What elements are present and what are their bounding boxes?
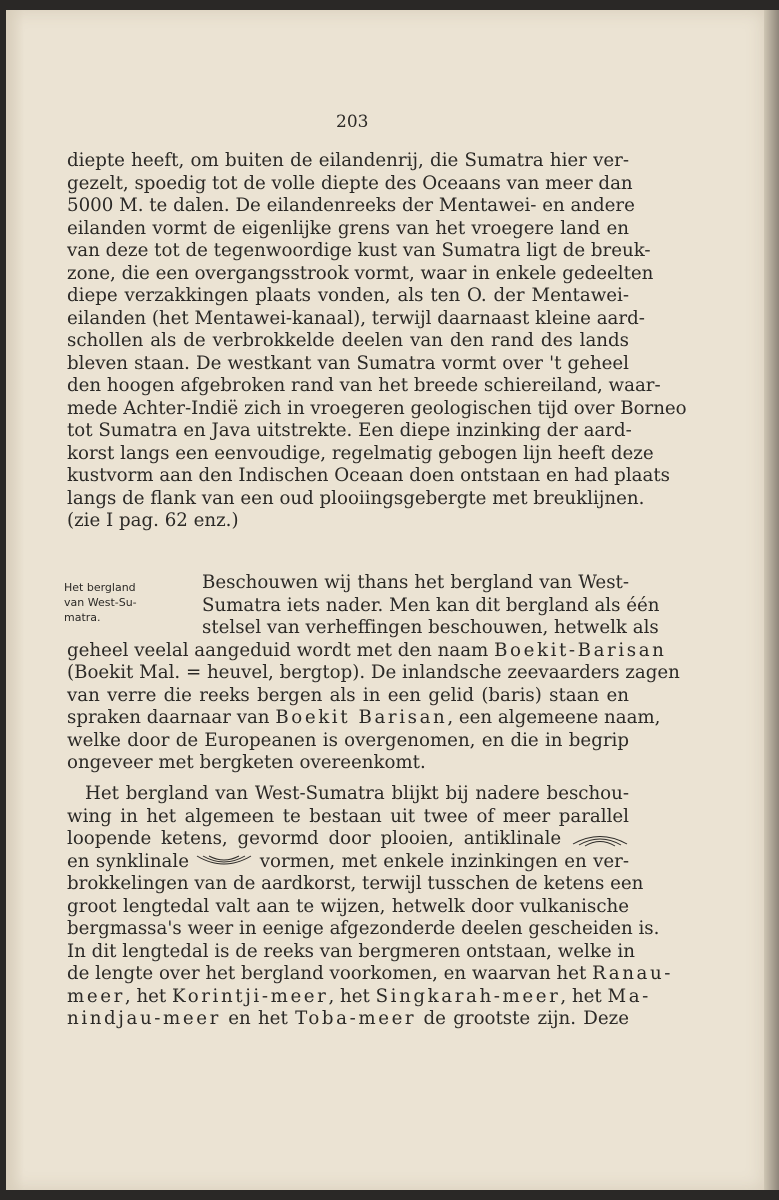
spaced-name: Singkarah-meer xyxy=(375,985,561,1007)
text-line: bleven staan. De westkant van Sumatra vormt over 't geheel xyxy=(67,352,629,374)
text-line: meer, het Korintji-meer, het Singkarah-meer, het Ma- xyxy=(67,985,651,1007)
text-line: stelsel van verheffingen beschouwen, hetwelk als xyxy=(202,617,659,638)
spaced-name: Toba-meer xyxy=(295,1008,417,1029)
spaced-name: Korintji-meer xyxy=(172,985,329,1007)
text-line: welke door de Europeanen is overgenomen, en die in begrip xyxy=(67,729,629,751)
text-line: gezelt, spoedig tot de volle diepte des Oceaans van meer dan xyxy=(67,172,633,194)
text-line: schollen als de verbrokkelde deelen van den rand des lands xyxy=(67,330,629,351)
text-line: bergmassa's weer in eenige afgezonderde deelen gescheiden is. xyxy=(67,918,660,939)
spaced-name: Ma- xyxy=(607,985,651,1007)
spaced-name: nindjau-meer xyxy=(67,1008,221,1029)
text-line: spraken daarnaar van Boekit Barisan, een algemeene naam, xyxy=(67,707,661,728)
text-line: eilanden vormt de eigenlijke grens van het vroegere land en xyxy=(67,217,629,239)
text-line: tot Sumatra en Java uitstrekte. Een diepe inzinking der aard- xyxy=(67,420,632,441)
paragraph-3 xyxy=(67,783,674,1031)
margin-note-line: matra. xyxy=(64,611,101,624)
paragraph-2 xyxy=(67,572,680,775)
text-line: van verre die reeks bergen als in een gelid (baris) staan en xyxy=(67,684,629,706)
text-line: eilanden (het Mentawei-kanaal), terwijl daarnaast kleine aard- xyxy=(67,307,645,329)
text-line: zone, die een overgangsstrook vormt, waar in enkele gedeelten xyxy=(67,262,654,284)
spaced-name: Boekit Barisan xyxy=(275,707,448,728)
page-number: 203 xyxy=(336,112,369,132)
text-line: (Boekit Mal. = heuvel, bergtop). De inlandsche zeevaarders zagen xyxy=(67,662,680,683)
text-line: brokkelingen van de aardkorst, terwijl tusschen de ketens een xyxy=(67,873,644,894)
text-line: langs de flank van een oud plooiingsgebergte met breuklijnen. xyxy=(67,487,645,509)
spaced-name: Boekit-Barisan xyxy=(494,639,667,661)
text-line: den hoogen afgebroken rand van het breede schiereiland, waar- xyxy=(67,375,661,396)
text-line: geheel veelal aangeduid wordt met den naam Boekit-Barisan xyxy=(67,639,667,661)
margin-note-line: Het bergland xyxy=(64,581,136,594)
text-line: loopende ketens, gevormd door plooien, antiklinale xyxy=(67,828,629,851)
syncline-icon xyxy=(195,854,253,870)
anticline-icon xyxy=(571,831,629,847)
text-line: Beschouwen wij thans het bergland van West- xyxy=(202,572,629,593)
text-line: mede Achter-Indië zich in vroegeren geologischen tijd over Borneo xyxy=(67,397,687,419)
spaced-name: Ranau- xyxy=(592,963,674,984)
text-line: In dit lengtedal is de reeks van bergmeren ontstaan, welke in xyxy=(67,940,635,962)
text-line: diepte heeft, om buiten de eilandenrij, die Sumatra hier ver- xyxy=(67,150,629,171)
text-line: nindjau-meer en het Toba-meer de grootste zijn. Deze xyxy=(67,1008,629,1029)
text-line: ongeveer met bergketen overeenkomt. xyxy=(67,752,426,773)
text-line: groot lengtedal valt aan te wijzen, hetwelk door vulkanische xyxy=(67,895,629,917)
margin-note-line: van West-Su- xyxy=(64,596,137,609)
text-line: diepe verzakkingen plaats vonden, als ten O. der Mentawei- xyxy=(67,285,629,306)
spaced-name: meer xyxy=(67,985,125,1007)
text-line: de lengte over het bergland voorkomen, en waarvan het Ranau- xyxy=(67,963,674,984)
paragraph-1 xyxy=(67,150,687,533)
text-line: (zie I pag. 62 enz.) xyxy=(67,510,239,531)
text-line: wing in het algemeen te bestaan uit twee of meer parallel xyxy=(67,805,629,827)
text-line: en synklinale vormen, met enkele inzinkingen en ver- xyxy=(67,850,629,872)
text-line: korst langs een eenvoudige, regelmatig gebogen lijn heeft deze xyxy=(67,442,654,464)
text-line: van deze tot de tegenwoordige kust van Sumatra ligt de breuk- xyxy=(67,240,651,261)
text-line: 5000 M. te dalen. De eilandenreeks der Mentawei- en andere xyxy=(67,195,635,216)
text-line: Het bergland van West-Sumatra blijkt bij nadere beschou- xyxy=(85,783,629,804)
text-line: Sumatra iets nader. Men kan dit bergland als één xyxy=(202,594,660,616)
page-spine-shadow xyxy=(6,10,24,1190)
text-line: kustvorm aan den Indischen Oceaan doen ontstaan en had plaats xyxy=(67,465,670,486)
page-edge xyxy=(764,10,779,1190)
